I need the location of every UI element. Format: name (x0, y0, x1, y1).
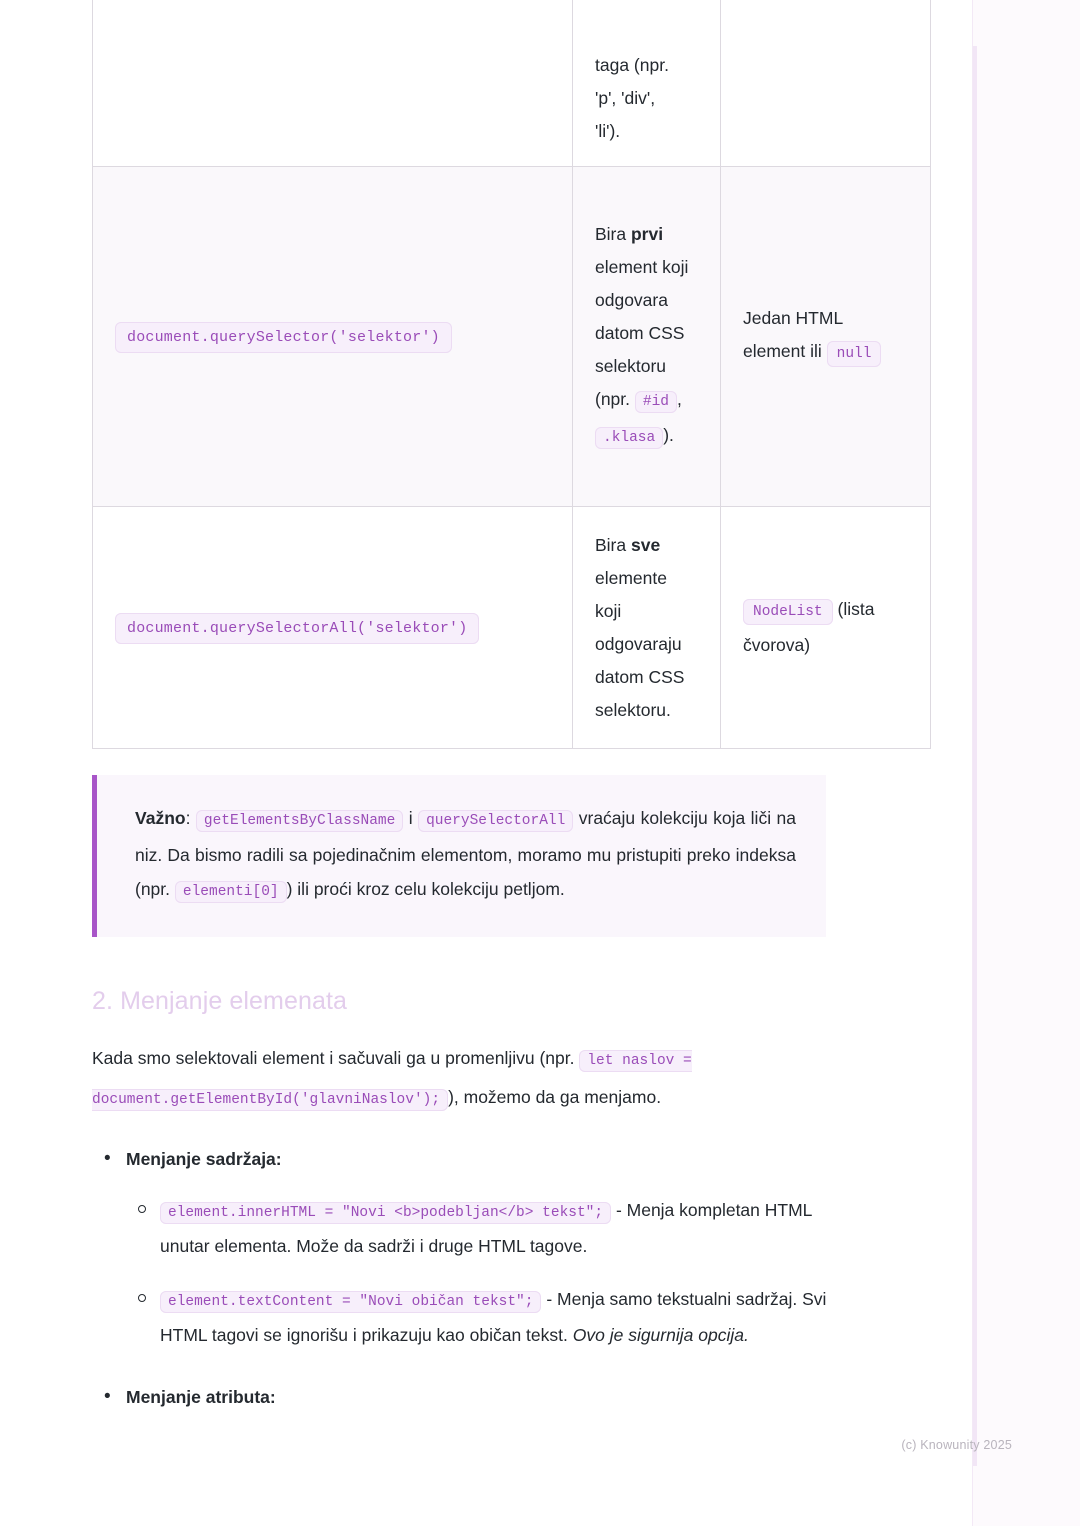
subitem-text: - Menja samo tekstualni sadržaj. Svi HTML tagovi se ignorišu i prikazuju kao običan tekst. (160, 1289, 827, 1345)
table-cell-method (93, 167, 573, 507)
intro-text-b: ), možemo da ga menjamo. (448, 1087, 662, 1107)
desc-text-c: , (677, 389, 682, 409)
code-null: null (827, 341, 882, 367)
circle-bullet-icon (138, 1205, 146, 1213)
table-cell-returns (721, 167, 931, 507)
table-cell-description (573, 507, 721, 749)
bullet-icon: • (104, 1148, 111, 1169)
table-cell-description (573, 0, 721, 167)
table-row (93, 167, 931, 507)
changes-list (92, 1144, 988, 1412)
code-query-selector-all-inline: querySelectorAll (418, 810, 573, 832)
code-nodelist: NodeList (743, 599, 833, 625)
page-title: 2. Menjanje elemenata (92, 987, 348, 1015)
circle-bullet-icon (138, 1294, 146, 1302)
subitem-text: - Menja kompletan HTML unutar elementa. Može da sadrži i druge HTML tagove. (160, 1200, 812, 1256)
list-item-label: Menjanje sadržaja: (126, 1149, 282, 1169)
desc-line-2: 'p', 'div', (595, 88, 656, 108)
desc-text-b: elemente koji odgovaraju datom CSS selektoru. (595, 567, 685, 720)
returns-text: (lista čvorova) (743, 599, 875, 655)
copyright-footer: (c) Knowunity 2025 (901, 1438, 1012, 1452)
list-item-label: Menjanje atributa: (126, 1387, 276, 1407)
table-cell-returns (721, 507, 931, 749)
dom-methods-table (92, 0, 931, 749)
returns-text: Jedan HTML element ili (743, 308, 843, 361)
intro-text-a: Kada smo selektovali element i sačuvali ga u promenljivu (npr. (92, 1048, 580, 1068)
desc-text-d: ). (663, 425, 674, 445)
code-text-content: element.textContent = "Novi običan tekst"; (160, 1291, 541, 1313)
table-cell-description (573, 167, 721, 507)
code-let-naslov: let naslov = document.getElementById('glavniNaslov'); (92, 1050, 692, 1111)
code-inner-html: element.innerHTML = "Novi <b>podebljan</b> tekst"; (160, 1202, 611, 1224)
desc-text-a: Bira (595, 224, 631, 244)
callout-label: Važno (135, 808, 186, 828)
callout-mid: i (403, 808, 419, 828)
code-id-selector: #id (635, 391, 677, 413)
code-class-selector: .klasa (595, 427, 663, 449)
list-item (104, 1382, 988, 1412)
code-get-elements-by-class-name: getElementsByClassName (196, 810, 403, 832)
table-row (93, 0, 931, 167)
callout-colon: : (185, 808, 191, 828)
desc-bold: prvi (630, 224, 664, 244)
list-item (160, 1194, 860, 1263)
code-query-selector: document.querySelector('selektor') (115, 322, 452, 353)
section-intro-paragraph (92, 1040, 852, 1118)
table-cell-returns (721, 0, 931, 167)
callout-text-1: vraćaju kolekciju koja liči na niz. Da bismo radili sa pojedinačnim elementom, moramo mu pristupiti preko indeksa (npr. (135, 808, 796, 899)
content-sublist (126, 1194, 988, 1352)
callout-text-2: ) ili proći kroz celu kolekciju petljom. (286, 879, 565, 899)
list-item (160, 1283, 860, 1352)
desc-text-b: element koji odgovara datom CSS selektoru (npr. (595, 257, 689, 409)
list-item (104, 1144, 988, 1352)
desc-bold: sve (630, 534, 661, 555)
desc-text-a: Bira (595, 534, 631, 555)
bullet-icon: • (104, 1386, 111, 1407)
code-query-selector-all: document.querySelectorAll('selektor') (115, 613, 479, 644)
desc-line-1: taga (npr. (595, 55, 669, 75)
table-cell-method (93, 507, 573, 749)
code-elementi-index: elementi[0] (175, 881, 287, 903)
desc-line-3: 'li'). (595, 121, 621, 141)
subitem-emphasis: Ovo je sigurnija opcija. (572, 1325, 749, 1345)
table-row (93, 507, 931, 749)
important-callout (92, 775, 826, 937)
table-cell-method (93, 0, 573, 167)
